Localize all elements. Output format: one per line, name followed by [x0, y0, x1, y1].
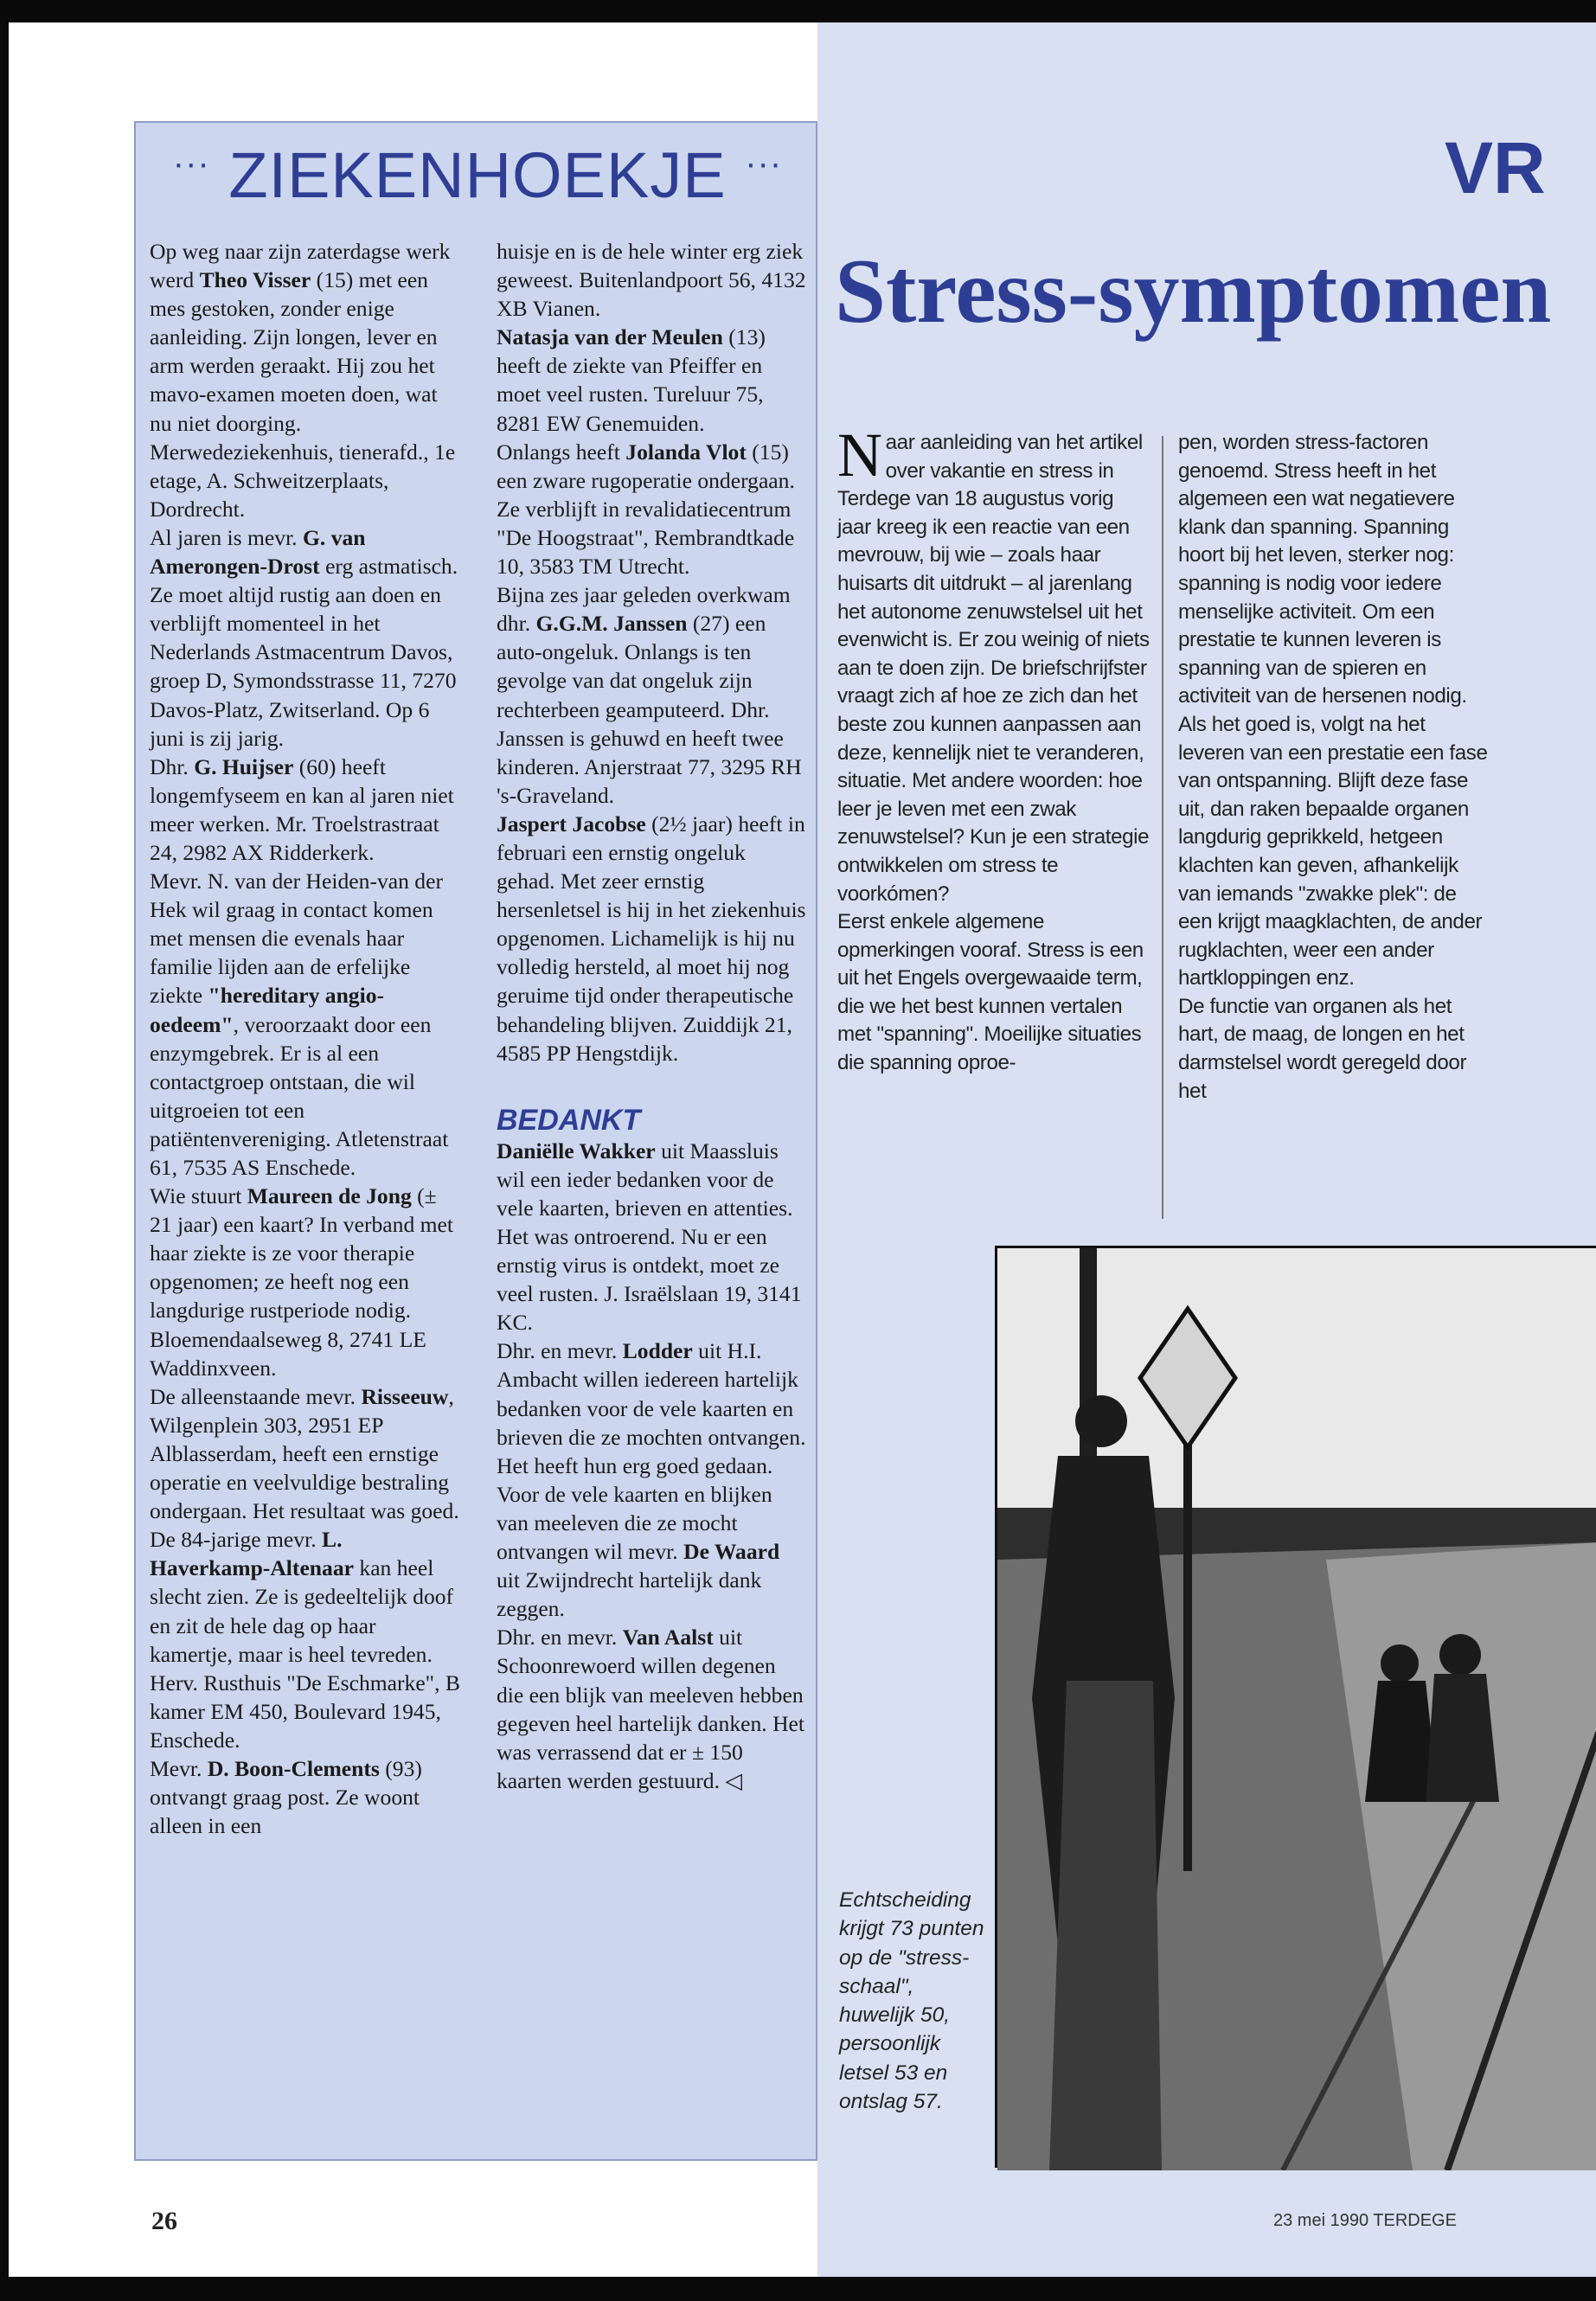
ziekenhoekje-title: ··· ZIEKENHOEKJE ··· [172, 139, 783, 211]
person-name: G.G.M. Janssen [535, 611, 688, 637]
ziekenhoekje-column-1: Op weg naar zijn zaterdagse werk werd Theo Visser (15) met een mes gestoken, zonder enige aanleiding. Zijn longen, lever en arm werden geraakt. Hij zou het mavo-examen moeten doen, wat nu niet doorging. Merwedeziekenhuis, tienerafd., 1e etage, A. Schweitzerplaats, Dordrecht. Al jaren is mevr. G. van Amerongen-Drost erg astmatisch. Ze moet altijd rustig aan doen en verblijft momenteel in het Nederlands Astmacentrum Davos, groep D, Symondsstrasse 11, 7270 Davos-Platz, Zwitserland. Op 6 juni is zij jarig. Dhr. G. Huijser (60) heeft longemfyseem en kan al jaren niet meer werken. Mr. Troelstrastraat 24, 2982 AX Ridderkerk. Mevr. N. van der Heiden-van der Hek wil graag in contact komen met mensen die evenals haar familie lijden aan de erfelijke ziekte "hereditary angio-oedeem", veroorzaakt door een enzymgebrek. Er is al een contactgroep ontstaan, die wil uitgroeien tot een patiëntenvereniging. Atletenstraat 61, 7535 AS Enschede. Wie stuurt Maureen de Jong (± 21 jaar) een kaart? In verband met haar ziekte is ze voor therapie opgenomen; ze heeft nog een langdurige rustperiode nodig. Bloemendaalseweg 8, 2741 LE Waddinxveen. De alleenstaande mevr. Risseeuw, Wilgenplein 303, 2951 EP Alblasserdam, heeft een ernstige operatie en veelvuldige bestraling ondergaan. Het resultaat was goed. De 84-jarige mevr. L. Haverkamp-Altenaar kan heel slecht zien. Ze is gedeeltelijk doof en zit de hele dag op haar kamertje, maar is heel tevreden. Herv. Rusthuis "De Eschmarke", B kamer EM 450, Boulevard 1945, Enschede. Mevr. D. Boon-Clements (93) ontvangt graag post. Ze woont alleen in een [150, 239, 460, 1839]
person-name: G. Huijser [194, 753, 294, 779]
person-name: G. van Amerongen-Drost [150, 524, 366, 580]
person-name: Theo Visser [199, 267, 311, 293]
photo-caption: Echtscheiding krijgt 73 punten op de "stress-schaal", huwelijk 50, persoonlijk letsel 53 en ontslag 57. [839, 1888, 984, 2114]
bedankt-heading: BEDANKT [497, 1103, 641, 1137]
article-column-2: pen, worden stress-factoren genoemd. Stress heeft in het algemeen een wat negatievere klank dan spanning. Spanning hoort bij het leven, sterker nog: spanning is nodig voor iedere menselijke activiteit. Om een prestatie te kunnen leveren is spanning van de spieren en activiteit van de hersenen nodig. Als het goed is, volgt na het leveren van een prestatie een fase van ontspanning. Blijft deze fase uit, dan raken bepaalde organen langdurig geprikkeld, hetgeen klachten kan geven, afhankelijk van iemands "zwakke plek": de een krijgt maagklachten, de ander rugklachten, weer een ander hartkloppingen enz. De functie van organen als het hart, de maag, de longen en het darmstelsel wordt geregeld door het [1178, 431, 1488, 1103]
person-name: Daniëlle Wakker [497, 1138, 656, 1163]
article-column-1: Naar aanleiding van het artikel over vakantie en stress in Terdege van 18 augustus vorig jaar kreeg ik een reactie van een mevrouw, bij wie – zoals haar huisarts dit uitdrukt – al jarenlang het autonome zenuwstelsel uit het evenwicht is. Er zou weinig of niets aan te doen zijn. De briefschrijfster vraagt zich af hoe ze zich dan het beste zou kunnen aanpassen aan deze, kennelijk niet te veranderen, situatie. Met andere woorden: hoe leer je leven met een zwak zenuwstelsel? Kun je een strategie ontwikkelen om stress te voorkómen? Eerst enkele algemene opmerkingen vooraf. Stress is een uit het Engels overgewaaide term, die we het best kunnen vertalen met "spanning". Moeilijke situaties die spanning oproe- [837, 420, 1150, 1075]
person-name: Van Aalst [622, 1625, 714, 1650]
person-name: Jaspert Jacobse [497, 811, 646, 836]
person-name: Risseeuw [361, 1383, 449, 1409]
magazine-page [9, 22, 1596, 2277]
person-name: Jolanda Vlot [625, 439, 747, 465]
section-kicker: VR [1445, 127, 1546, 208]
person-name: Natasja van der Meulen [497, 324, 723, 350]
railway-photo-illustration [997, 1248, 1596, 2170]
ziekenhoekje-column-2: huisje en is de hele winter erg ziek geweest. Buitenlandpoort 56, 4132 XB Vianen. Natasja van der Meulen (13) heeft de ziekte van Pfeiffer en moet veel rusten. Tureluur 75, 8281 EW Genemuiden. Onlangs heeft Jolanda Vlot (15) een zware rugoperatie ondergaan. Ze verblijft in revalidatiecentrum "De Hoogstraat", Rembrandtkade 10, 3583 TM Utrecht. Bijna zes jaar geleden overkwam dhr. G.G.M. Janssen (27) een auto-ongeluk. Onlangs is ten gevolge van dat ongeluk zijn rechterbeen geamputeerd. Dhr. Janssen is gehuwd en heeft twee kinderen. Anjerstraat 77, 3295 RH 's-Graveland. Jaspert Jacobse (2½ jaar) heeft in februari een ernstig ongeluk gehad. Met zeer ernstig hersenletsel is hij in het ziekenhuis opgenomen. Lichamelijk is hij nu volledig hersteld, al moet hij nog geruime tijd onder therapeutische behandeling blijven. Zuiddijk 21, 4585 PP Hengstdijk. BEDANKT Daniëlle Wakker uit Maassluis wil een ieder bedanken voor de vele kaarten, brieven en attenties. Het was ontroerend. Nu er een ernstig virus is ontdekt, moet ze veel rusten. J. Israëlslaan 19, 3141 KC. Dhr. en mevr. Lodder uit H.I. Ambacht willen iedereen hartelijk bedanken voor de vele kaarten en brieven die ze mochten ontvangen. Het heeft hun erg goed gedaan. Voor de vele kaarten en blijken van meeleven die ze mocht ontvangen wil mevr. De Waard uit Zwijndrecht hartelijk dank zeggen. Dhr. en mevr. Van Aalst uit Schoonrewoerd willen degenen die een blijk van meeleven hebben gegeven heel hartelijk danken. Het was verrassend dat er ± 150 kaarten werden gestuurd. ◁ [497, 237, 808, 1795]
issue-footer: 23 mei 1990 TERDEGE [1273, 2211, 1457, 2230]
ziekenhoekje-box [134, 121, 817, 2161]
person-name: Maureen de Jong [247, 1183, 412, 1209]
person-name: L. Haverkamp-Altenaar [150, 1527, 354, 1581]
person-name: Lodder [622, 1338, 693, 1364]
railway-photo [995, 1246, 1596, 2168]
person-name: De Waard [683, 1539, 780, 1565]
drop-cap: N [837, 420, 882, 490]
person-name: "hereditary angio-oedeem" [150, 983, 385, 1037]
column-divider [1162, 436, 1163, 1219]
person-name: D. Boon-Clements [207, 1755, 380, 1781]
page-number: 26 [151, 2207, 177, 2235]
article-headline: Stress-symptomen [835, 240, 1552, 342]
